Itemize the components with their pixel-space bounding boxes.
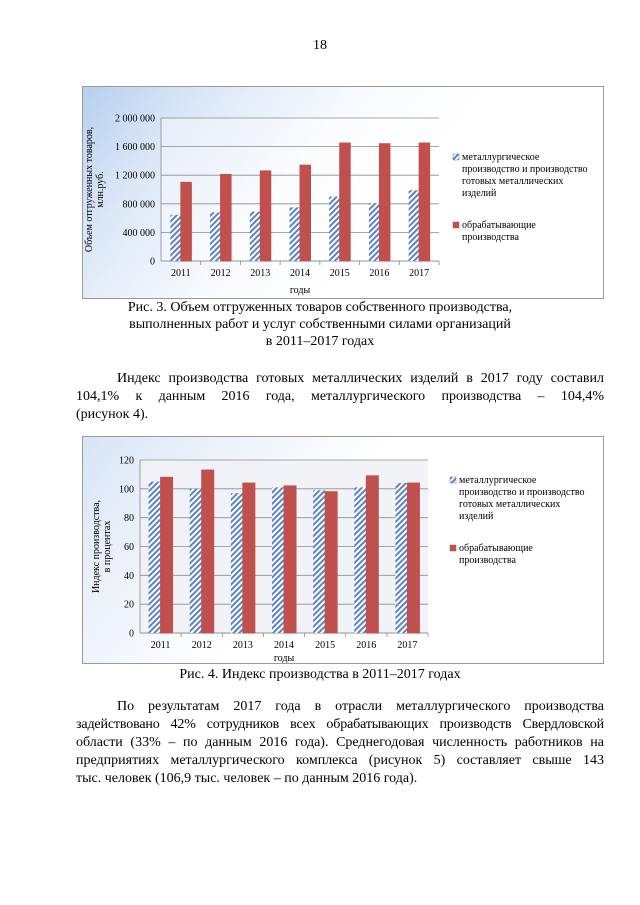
bar-metallurgical <box>395 483 407 633</box>
paragraph-line: области (33% – по данным 2016 года). Среднегодовая численность работников на <box>76 735 604 750</box>
bar-metallurgical <box>231 493 243 633</box>
bar-manufacturing <box>161 477 173 633</box>
legend-swatch-manufacturing <box>453 222 459 228</box>
y-tick-label: 80 <box>124 513 134 525</box>
y-axis-label-line: Объем отгруженных товаров, <box>84 126 95 253</box>
legend-label-line: производства <box>459 555 516 566</box>
x-tick-label: 2017 <box>409 268 430 279</box>
legend-label-metallurgical <box>459 475 585 522</box>
paragraph-line: тыс. человек (106,9 тыс. человек – по данным 2016 года). <box>76 771 418 786</box>
legend-label-line: обрабатывающие <box>459 543 533 554</box>
bar-metallurgical <box>409 190 420 261</box>
y-tick-label: 0 <box>129 628 134 640</box>
legend-label-line: производство и производство <box>462 164 588 175</box>
x-tick-label: 2013 <box>232 640 253 651</box>
y-tick-label: 20 <box>124 599 134 611</box>
bar-metallurgical <box>354 487 366 633</box>
bar-manufacturing <box>243 483 255 633</box>
y-tick-label: 60 <box>124 542 134 553</box>
x-tick-label: 2017 <box>397 640 418 651</box>
bar-manufacturing <box>260 171 271 261</box>
y-axis-label-line: в процентах <box>102 520 113 573</box>
legend-swatch-manufacturing <box>450 545 456 551</box>
legend-label-line: изделий <box>462 188 497 199</box>
chart-production-index-plot <box>83 437 604 664</box>
legend-swatch-metallurgical <box>450 477 456 483</box>
y-axis-label <box>91 500 113 593</box>
bar-metallurgical <box>250 212 260 261</box>
paragraph-employment <box>76 698 604 788</box>
y-tick-label: 400 000 <box>122 227 155 239</box>
caption-line: Рис. 3. Объем отгруженных товаров собственного производства, <box>127 300 513 315</box>
x-tick-label: 2012 <box>210 268 231 279</box>
x-axis-label: годы <box>273 653 295 664</box>
bar-manufacturing <box>379 144 390 261</box>
y-tick-label: 120 <box>119 455 134 467</box>
legend-label-manufacturing <box>462 220 536 243</box>
x-tick-label: 2014 <box>274 640 294 651</box>
y-axis-label-line: млн.руб. <box>95 171 106 208</box>
bar-manufacturing <box>300 165 311 261</box>
x-tick-label: 2015 <box>329 268 350 279</box>
legend-label-line: производства <box>462 232 519 243</box>
x-axis-label: годы <box>289 285 311 296</box>
bar-metallurgical <box>313 490 325 633</box>
bar-metallurgical <box>190 489 202 633</box>
x-tick-label: 2012 <box>191 640 212 651</box>
y-tick-label: 100 <box>119 484 134 496</box>
legend-label-line: готовых металлических <box>462 176 564 187</box>
x-tick-label: 2015 <box>315 640 336 651</box>
y-tick-label: 1 600 000 <box>115 142 155 154</box>
bar-metallurgical <box>210 212 221 261</box>
paragraph-line: задействовано 42% сотрудников всех обрабатывающих производств Свердловской <box>76 717 604 732</box>
y-tick-label: 0 <box>150 256 155 268</box>
x-tick-label: 2016 <box>369 268 390 279</box>
figure-4-caption: Рис. 4. Индекс производства в 2011–2017 годах <box>179 667 461 682</box>
bar-manufacturing <box>366 476 378 633</box>
bar-manufacturing <box>340 143 351 261</box>
bar-manufacturing <box>419 143 430 261</box>
y-tick-label: 2 000 000 <box>115 113 155 125</box>
paragraph-line: По результатам 2017 года в отрасли металлургического производства <box>117 699 604 714</box>
paragraph-line: предприятиях металлургического комплекса (рисунок 5) составляет свыше 143 <box>76 753 604 768</box>
bar-metallurgical <box>329 197 340 261</box>
bar-metallurgical <box>149 482 161 633</box>
chart-shipped-goods <box>82 86 604 299</box>
legend-label-line: обрабатывающие <box>462 220 536 231</box>
bar-manufacturing <box>325 492 337 633</box>
legend-label-line: металлургическое <box>462 152 540 163</box>
bar-metallurgical <box>369 203 380 261</box>
legend-label-line: металлургическое <box>459 475 537 486</box>
legend-label-manufacturing <box>459 543 533 566</box>
bar-manufacturing <box>407 483 419 633</box>
y-axis-label-line: Индекс производства, <box>91 499 102 594</box>
paragraph-line: (рисунок 4). <box>76 407 149 422</box>
x-tick-label: 2011 <box>171 268 191 279</box>
legend-label-metallurgical <box>462 152 588 199</box>
x-tick-label: 2013 <box>250 268 271 279</box>
legend-swatch-metallurgical <box>453 154 459 160</box>
figure-3-caption <box>0 299 640 350</box>
bar-manufacturing <box>221 174 232 261</box>
paragraph-line: 104,1% к данным 2016 года, металлургического производства – 104,4% <box>76 389 604 404</box>
chart-shipped-goods-plot <box>83 87 604 299</box>
x-tick-label: 2016 <box>356 640 377 651</box>
paragraph-line: Индекс производства готовых металлических изделий в 2017 году составил <box>117 371 604 386</box>
bar-metallurgical <box>170 215 181 261</box>
legend-label-line: производство и производство <box>459 487 585 498</box>
bar-manufacturing <box>181 182 192 261</box>
chart-production-index <box>82 436 604 664</box>
bar-manufacturing <box>202 470 214 633</box>
bar-metallurgical <box>290 207 301 261</box>
bar-manufacturing <box>284 486 296 633</box>
caption-line: в 2011–2017 годах <box>265 334 375 349</box>
page-number: 18 <box>313 38 327 53</box>
y-tick-label: 40 <box>124 570 134 582</box>
x-tick-label: 2014 <box>290 268 310 279</box>
legend-label-line: изделий <box>459 511 494 522</box>
x-tick-label: 2011 <box>150 640 171 651</box>
caption-line: выполненных работ и услуг собственными силами организаций <box>129 317 511 332</box>
y-tick-label: 800 000 <box>122 199 155 211</box>
legend-label-line: готовых металлических <box>459 499 561 510</box>
bar-metallurgical <box>272 487 284 633</box>
paragraph-production-index <box>76 370 604 424</box>
y-tick-label: 1 200 000 <box>115 170 155 182</box>
y-axis-label <box>84 127 106 252</box>
